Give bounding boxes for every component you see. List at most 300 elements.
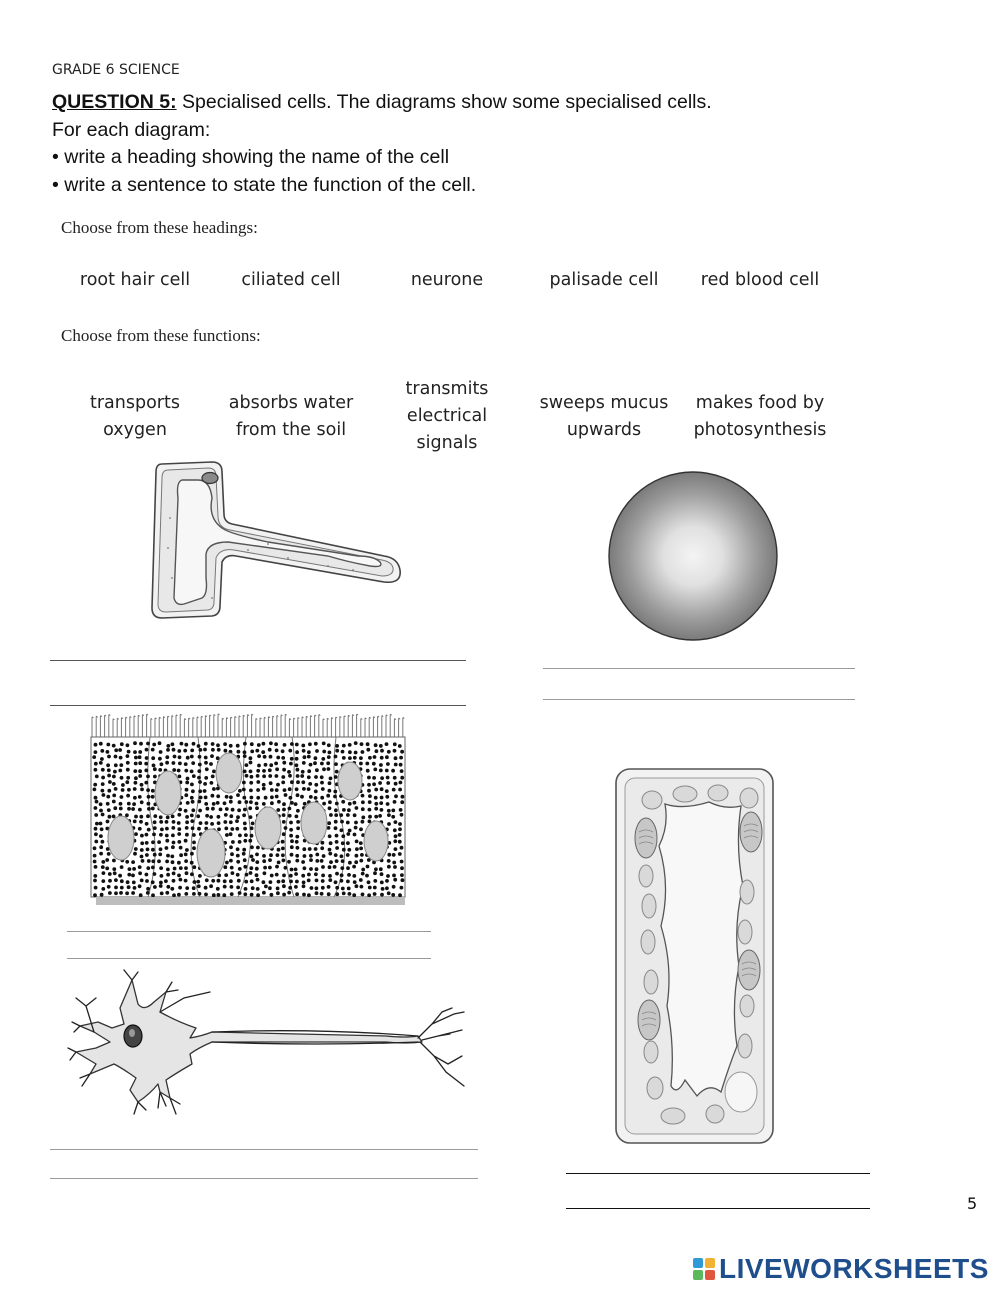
granule	[140, 841, 144, 845]
granule	[94, 840, 98, 844]
cilium	[285, 714, 286, 737]
granule	[151, 840, 155, 844]
granule	[99, 742, 103, 746]
granule	[196, 814, 200, 818]
granule	[398, 788, 402, 792]
granule	[139, 820, 143, 824]
function-option	[367, 376, 527, 457]
granule	[295, 840, 299, 844]
granule	[262, 859, 266, 863]
granule	[204, 802, 208, 806]
granule	[322, 742, 326, 746]
granule	[102, 871, 106, 875]
granule	[392, 861, 396, 865]
granule	[245, 873, 249, 877]
granule	[212, 770, 216, 774]
granule	[178, 886, 182, 890]
granule	[268, 748, 272, 752]
granule	[354, 821, 358, 825]
granule	[125, 780, 129, 784]
granule	[166, 885, 170, 889]
function-option-line: transports	[90, 393, 180, 413]
granule	[327, 743, 331, 747]
granule	[120, 776, 124, 780]
answer-line-heading[interactable]	[50, 660, 466, 661]
granule	[211, 748, 215, 752]
granule	[328, 781, 332, 785]
granule	[249, 789, 253, 793]
granule	[277, 861, 281, 865]
granule	[140, 855, 144, 859]
granule	[380, 787, 384, 791]
granule	[385, 886, 389, 890]
granule	[296, 780, 300, 784]
granule	[290, 853, 294, 857]
granule	[172, 768, 176, 772]
granule	[315, 768, 319, 772]
granule	[127, 750, 131, 754]
cilium	[289, 719, 290, 737]
granule	[177, 861, 181, 865]
granule	[125, 891, 129, 895]
granule	[145, 756, 149, 760]
granule	[120, 879, 124, 883]
granule	[180, 742, 184, 746]
answer-line-heading[interactable]	[566, 1173, 870, 1174]
granule	[244, 800, 248, 804]
granule	[320, 781, 324, 785]
granule	[277, 848, 281, 852]
granule	[302, 787, 306, 791]
granule	[309, 867, 313, 871]
granule	[140, 788, 144, 792]
cilium	[226, 718, 227, 737]
granule	[334, 808, 338, 812]
granule	[152, 764, 156, 768]
granule	[368, 815, 372, 819]
granule	[198, 780, 202, 784]
granule	[270, 893, 274, 897]
granule	[361, 893, 365, 897]
granule	[198, 763, 202, 767]
granule	[288, 807, 292, 811]
granule	[348, 750, 352, 754]
granule	[295, 892, 299, 896]
granule	[153, 853, 157, 857]
granule	[287, 770, 291, 774]
granule	[282, 820, 286, 824]
granule	[171, 815, 175, 819]
cilium	[378, 716, 379, 737]
granule	[352, 874, 356, 878]
granule	[93, 879, 97, 883]
granule	[204, 886, 208, 890]
granule	[275, 749, 279, 753]
granule	[348, 861, 352, 865]
granule	[359, 847, 363, 851]
granule	[106, 802, 110, 806]
cilium	[310, 716, 311, 737]
granule	[328, 852, 332, 856]
granule	[190, 872, 194, 876]
granule	[355, 840, 359, 844]
cilium	[399, 718, 400, 737]
granule	[217, 815, 221, 819]
granule	[290, 868, 294, 872]
granule	[99, 852, 103, 856]
granule	[295, 835, 299, 839]
granule	[184, 853, 188, 857]
granule	[190, 749, 194, 753]
granule	[328, 874, 332, 878]
granule	[256, 893, 260, 897]
neurone-diagram	[66, 968, 468, 1123]
granule	[329, 777, 333, 781]
granule	[288, 787, 292, 791]
granule	[385, 769, 389, 773]
granule	[229, 800, 233, 804]
granule	[177, 769, 181, 773]
granule	[289, 821, 293, 825]
granule	[216, 794, 220, 798]
granule	[322, 802, 326, 806]
granule	[94, 762, 98, 766]
granule	[301, 860, 305, 864]
granule	[342, 744, 346, 748]
granule	[256, 774, 260, 778]
granule	[249, 770, 253, 774]
granule	[158, 768, 162, 772]
granule	[295, 757, 299, 761]
granule	[276, 783, 280, 787]
granule	[268, 858, 272, 862]
granule	[185, 781, 189, 785]
granule	[262, 787, 266, 791]
granule	[138, 871, 142, 875]
granule	[101, 879, 105, 883]
granule	[346, 821, 350, 825]
granule	[92, 755, 96, 759]
granule	[249, 866, 253, 870]
granule	[158, 853, 162, 857]
cilium	[121, 718, 122, 737]
granule	[328, 865, 332, 869]
granule	[315, 853, 319, 857]
granule	[107, 768, 111, 772]
cilium	[373, 717, 374, 737]
granule	[289, 828, 293, 832]
granule	[354, 860, 358, 864]
granule	[275, 865, 279, 869]
granule	[387, 813, 391, 817]
granule	[257, 764, 261, 768]
function-option-line: transmits	[405, 379, 489, 399]
granule	[217, 893, 221, 897]
granule	[179, 878, 183, 882]
granule	[172, 879, 176, 883]
cilium	[243, 715, 244, 737]
granule	[399, 756, 403, 760]
granule	[95, 800, 99, 804]
granule	[282, 859, 286, 863]
granule	[398, 852, 402, 856]
granule	[238, 789, 242, 793]
granule	[276, 808, 280, 812]
answer-line-heading[interactable]	[67, 931, 431, 932]
cilium	[319, 715, 320, 737]
granule	[177, 821, 181, 825]
granule	[359, 841, 363, 845]
granule	[99, 822, 103, 826]
granule	[359, 762, 363, 766]
granule	[133, 741, 137, 745]
answer-line-heading[interactable]	[543, 668, 855, 669]
granule	[230, 892, 234, 896]
granule	[314, 847, 318, 851]
granule	[282, 884, 286, 888]
granule	[399, 763, 403, 767]
cilium	[231, 717, 232, 737]
granule	[236, 744, 240, 748]
granule	[94, 743, 98, 747]
granule	[367, 783, 371, 787]
granule	[327, 755, 331, 759]
granule	[216, 787, 220, 791]
granule	[374, 796, 378, 800]
granule	[145, 833, 149, 837]
granule	[301, 874, 305, 878]
granule	[257, 754, 261, 758]
granule	[185, 886, 189, 890]
granule	[211, 879, 215, 883]
granule	[118, 874, 122, 878]
granule	[108, 872, 112, 876]
granule	[361, 872, 365, 876]
granule	[114, 891, 118, 895]
granule	[249, 871, 253, 875]
granule	[274, 762, 278, 766]
granule	[134, 756, 138, 760]
granule	[393, 776, 397, 780]
granule	[112, 867, 116, 871]
granule	[237, 808, 241, 812]
answer-line-function[interactable]	[67, 958, 431, 959]
granule	[138, 750, 142, 754]
granule	[243, 750, 247, 754]
granule	[171, 826, 175, 830]
granule	[147, 828, 151, 832]
granule	[126, 776, 130, 780]
granule	[296, 809, 300, 813]
granule	[289, 880, 293, 884]
granule	[352, 893, 356, 897]
cilium	[239, 716, 240, 737]
granule	[400, 769, 404, 773]
granule	[230, 827, 234, 831]
granule	[172, 872, 176, 876]
granule	[290, 845, 294, 849]
answer-line-function[interactable]	[566, 1208, 870, 1209]
granule	[282, 832, 286, 836]
granule	[108, 780, 112, 784]
granule	[341, 834, 345, 838]
granule	[210, 754, 214, 758]
granule	[242, 848, 246, 852]
granule	[327, 767, 331, 771]
granule	[238, 840, 242, 844]
granule	[119, 891, 123, 895]
answer-line-function[interactable]	[50, 1178, 478, 1179]
granule	[322, 854, 326, 858]
granule	[400, 846, 404, 850]
granule	[119, 802, 123, 806]
granule	[262, 891, 266, 895]
granule	[185, 848, 189, 852]
granule	[281, 853, 285, 857]
granule	[359, 756, 363, 760]
granule	[138, 884, 142, 888]
granule	[144, 769, 148, 773]
cilium	[222, 718, 223, 737]
granule	[121, 783, 125, 787]
granule	[133, 769, 137, 773]
granule	[229, 820, 233, 824]
granule	[393, 828, 397, 832]
granule	[165, 846, 169, 850]
granule	[320, 892, 324, 896]
granule	[361, 794, 365, 798]
granule	[275, 873, 279, 877]
granule	[146, 891, 150, 895]
granule	[379, 744, 383, 748]
granule	[373, 768, 377, 772]
granule	[243, 827, 247, 831]
cilium	[197, 717, 198, 737]
granule	[270, 801, 274, 805]
granule	[269, 741, 273, 745]
granule	[159, 884, 163, 888]
granule	[192, 892, 196, 896]
granule	[153, 820, 157, 824]
granule	[386, 781, 390, 785]
granule	[355, 847, 359, 851]
granule	[355, 806, 359, 810]
granule	[314, 796, 318, 800]
answer-line-function[interactable]	[543, 699, 855, 700]
granule	[347, 873, 351, 877]
granule	[244, 880, 248, 884]
granule	[398, 833, 402, 837]
granule	[334, 762, 338, 766]
granule	[99, 809, 103, 813]
granule	[146, 887, 150, 891]
granule	[177, 840, 181, 844]
granule	[242, 796, 246, 800]
granule	[387, 891, 391, 895]
granule	[178, 808, 182, 812]
granule	[177, 827, 181, 831]
granule	[400, 800, 404, 804]
granule	[134, 847, 138, 851]
granule	[160, 874, 164, 878]
cilium	[159, 717, 160, 737]
granule	[275, 788, 279, 792]
granule	[211, 742, 215, 746]
granule	[120, 795, 124, 799]
granule	[126, 768, 130, 772]
granule	[172, 841, 176, 845]
granule	[361, 820, 365, 824]
cilium	[315, 715, 316, 737]
liveworksheets-brand	[693, 1255, 989, 1283]
granule	[309, 795, 313, 799]
granule	[281, 847, 285, 851]
granule	[138, 808, 142, 812]
granule	[249, 761, 253, 765]
granule	[262, 742, 266, 746]
granule	[166, 854, 170, 858]
cilium	[327, 718, 328, 737]
granule	[160, 892, 164, 896]
granule	[185, 788, 189, 792]
granule	[379, 769, 383, 773]
granule	[353, 756, 357, 760]
logo-square	[693, 1270, 703, 1280]
granule	[276, 853, 280, 857]
granule	[387, 750, 391, 754]
granule	[315, 859, 319, 863]
cilium	[323, 719, 324, 737]
granule	[225, 861, 229, 865]
granule	[224, 827, 228, 831]
granule	[320, 846, 324, 850]
granule	[392, 874, 396, 878]
granule	[159, 866, 163, 870]
answer-line-function[interactable]	[50, 705, 466, 706]
granule	[249, 756, 253, 760]
granule	[328, 751, 332, 755]
granule	[192, 886, 196, 890]
granule	[245, 763, 249, 767]
granule	[263, 871, 267, 875]
granule	[263, 755, 267, 759]
granule	[281, 781, 285, 785]
granule	[204, 761, 208, 765]
heading-option: palisade cell	[549, 270, 659, 290]
granule	[368, 800, 372, 804]
granule	[289, 796, 293, 800]
function-option-line: photosynthesis	[693, 420, 827, 440]
granule	[373, 886, 377, 890]
granule	[100, 749, 104, 753]
granule	[151, 795, 155, 799]
granule	[127, 802, 131, 806]
function-option	[211, 390, 371, 444]
granule	[303, 854, 307, 858]
granule	[341, 887, 345, 891]
cilium	[201, 716, 202, 737]
granule	[256, 769, 260, 773]
granule	[159, 881, 163, 885]
granule	[243, 822, 247, 826]
cilium	[302, 717, 303, 737]
cilium	[126, 717, 127, 737]
answer-line-heading[interactable]	[50, 1149, 478, 1150]
granule	[145, 853, 149, 857]
granule	[191, 789, 195, 793]
heading-option: neurone	[410, 270, 484, 290]
granule	[140, 879, 144, 883]
